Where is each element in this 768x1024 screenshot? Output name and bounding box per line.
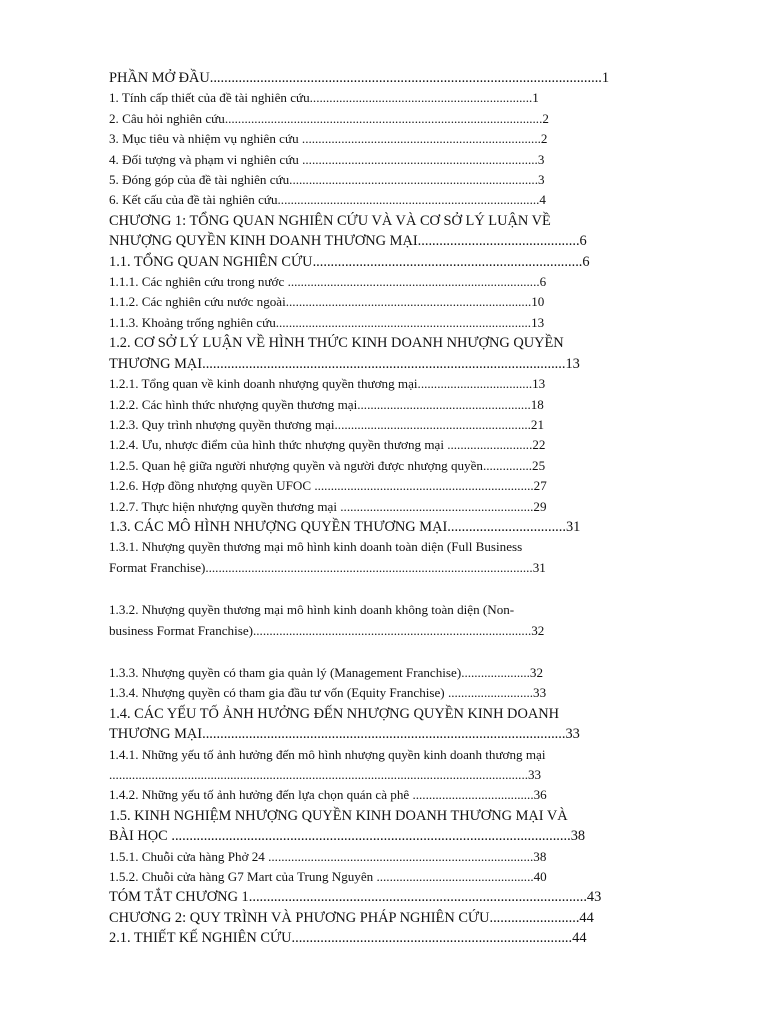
- toc-heading-entry: 1.1. TỔNG QUAN NGHIÊN CỨU...........................................................................6: [109, 253, 590, 270]
- toc-entry: 1.4.2. Những yếu tố ảnh hưởng đến lựa chọn quán cà phê .....................................36: [109, 787, 547, 803]
- toc-entry: 1.5.1. Chuỗi cửa hàng Phở 24 .................................................................................38: [109, 848, 547, 864]
- toc-heading-entry: CHƯƠNG 2: QUY TRÌNH VÀ PHƯƠNG PHÁP NGHIÊN CỨU.........................44: [109, 909, 594, 926]
- toc-entry: 1.2.6. Hợp đồng nhượng quyền UFOC ...................................................................27: [109, 478, 547, 494]
- toc-entry: 1.2.3. Quy trình nhượng quyền thương mại............................................................21: [109, 416, 545, 432]
- toc-entry: 1.2.4. Ưu, nhược điểm của hình thức nhượng quyền thương mại ..........................22: [109, 437, 546, 453]
- toc-spacer: [109, 641, 669, 663]
- table-of-contents: [109, 68, 669, 949]
- toc-entry: 1.3.4. Nhượng quyền có tham gia đầu tư vốn (Equity Franchise) ..........................33: [109, 685, 547, 701]
- toc-entry: 1.2.5. Quan hệ giữa người nhượng quyền và người được nhượng quyền...............25: [109, 457, 546, 473]
- toc-entry: 1.5.2. Chuỗi cửa hàng G7 Mart của Trung Nguyên ................................................40: [109, 869, 547, 885]
- toc-entry: 1.3.1. Nhượng quyền thương mại mô hình kinh doanh toàn diện (Full Business: [109, 539, 523, 555]
- toc-entry: 1.1.3. Khoảng trống nghiên cứu..............................................................................13: [109, 314, 545, 330]
- toc-heading-entry: THƯƠNG MẠI.....................................................................................................13: [109, 355, 580, 372]
- toc-heading-entry: THƯƠNG MẠI.....................................................................................................33: [109, 726, 580, 743]
- toc-entry: 1.1.2. Các nghiên cứu nước ngoài...........................................................................10: [109, 294, 545, 310]
- toc-entry: 3. Mục tiêu và nhiệm vụ nghiên cứu .........................................................................2: [109, 131, 548, 147]
- toc-entry: 5. Đóng góp của đề tài nghiên cứu............................................................................3: [109, 172, 545, 188]
- toc-heading-entry: 2.1. THIẾT KẾ NGHIÊN CỨU..............................................................................44: [109, 930, 587, 947]
- toc-entry: 1.2.7. Thực hiện nhượng quyền thương mại ...........................................................29: [109, 498, 547, 514]
- toc-heading-entry: 1.3. CÁC MÔ HÌNH NHƯỢNG QUYỀN THƯƠNG MẠI.................................31: [109, 518, 581, 535]
- toc-entry: 6. Kết cấu của đề tài nghiên cứu................................................................................4: [109, 192, 546, 208]
- toc-entry: business Format Franchise).....................................................................................32: [109, 622, 545, 638]
- toc-heading-entry: NHƯỢNG QUYỀN KINH DOANH THƯƠNG MẠI.............................................6: [109, 233, 587, 250]
- toc-entry: ................................................................................................................................33: [109, 767, 542, 782]
- toc-entry: 2. Câu hỏi nghiên cứu.................................................................................................2: [109, 110, 549, 126]
- toc-entry: 1.4.1. Những yếu tố ảnh hưởng đến mô hình nhượng quyền kinh doanh thương mại: [109, 746, 546, 762]
- toc-spacer: [109, 578, 669, 600]
- toc-entry: 1.1.1. Các nghiên cứu trong nước .............................................................................6: [109, 274, 547, 290]
- toc-heading-entry: CHƯƠNG 1: TỔNG QUAN NGHIÊN CỨU VÀ VÀ CƠ SỞ LÝ LUẬN VỀ: [109, 212, 551, 229]
- toc-entry: 1. Tính cấp thiết của đề tài nghiên cứu....................................................................1: [109, 90, 539, 106]
- toc-entry: 1.3.2. Nhượng quyền thương mại mô hình kinh doanh không toàn diện (Non-: [109, 602, 515, 618]
- toc-heading-entry: 1.5. KINH NGHIỆM NHƯỢNG QUYỀN KINH DOANH THƯƠNG MẠI VÀ: [109, 807, 568, 824]
- toc-heading-entry: PHẦN MỞ ĐẦU.............................................................................................................1: [109, 70, 610, 86]
- toc-entry: Format Franchise)....................................................................................................31: [109, 559, 546, 575]
- toc-heading-entry: TÓM TẮT CHƯƠNG 1..............................................................................................43: [109, 889, 602, 906]
- toc-entry: 1.2.2. Các hình thức nhượng quyền thương mại.....................................................18: [109, 396, 544, 412]
- toc-heading-entry: 1.4. CÁC YẾU TỐ ẢNH HƯỞNG ĐẾN NHƯỢNG QUYỀN KINH DOANH: [109, 705, 560, 722]
- toc-entry: 4. Đối tượng và phạm vi nghiên cứu ........................................................................3: [109, 151, 545, 167]
- toc-heading-entry: BÀI HỌC ...............................................................................................................38: [109, 828, 586, 845]
- toc-entry: 1.2.1. Tổng quan về kinh doanh nhượng quyền thương mại...................................13: [109, 376, 546, 392]
- toc-entry: 1.3.3. Nhượng quyền có tham gia quản lý (Management Franchise).....................32: [109, 664, 544, 680]
- toc-heading-entry: 1.2. CƠ SỞ LÝ LUẬN VỀ HÌNH THỨC KINH DOANH NHƯỢNG QUYỀN: [109, 335, 564, 352]
